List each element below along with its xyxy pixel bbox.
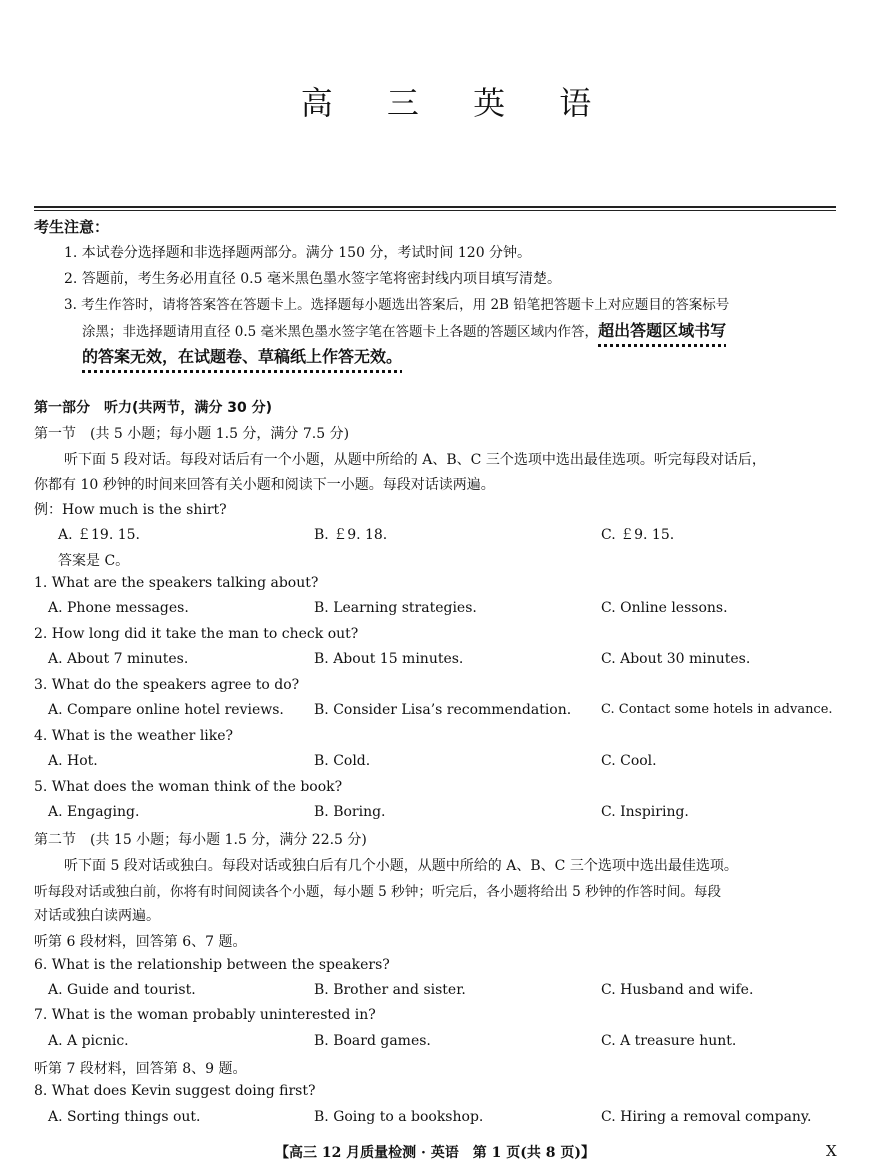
part1-heading: 第一部分 听力(共两节，满分 30 分) xyxy=(34,400,273,416)
question-1-option-a: A. Phone messages. xyxy=(48,600,189,616)
question-1-option-b: B. Learning strategies. xyxy=(314,600,477,616)
question-4-option-c: C. Cool. xyxy=(601,753,657,769)
example-option-b: B. ￡9. 18. xyxy=(314,527,388,543)
question-7-stem: 7. What is the woman probably uninterested in? xyxy=(34,1007,376,1023)
notice-heading: 考生注意： xyxy=(34,218,110,236)
example-answer: 答案是 C。 xyxy=(58,553,130,569)
question-6-option-b: B. Brother and sister. xyxy=(314,982,466,998)
question-3-option-a: A. Compare online hotel reviews. xyxy=(48,702,284,718)
question-3-option-b: B. Consider Lisa’s recommendation. xyxy=(314,702,572,718)
question-8-stem: 8. What does Kevin suggest doing first? xyxy=(34,1083,316,1099)
question-2-option-a: A. About 7 minutes. xyxy=(48,651,189,667)
question-5-option-b: B. Boring. xyxy=(314,804,386,820)
example-option-c: C. ￡9. 15. xyxy=(601,527,675,543)
question-7-option-a: A. A picnic. xyxy=(48,1033,129,1049)
section1-instructions-2: 你都有 10 秒钟的时间来回答有关小题和阅读下一小题。每段对话读两遍。 xyxy=(34,477,495,493)
page-title: 高 三 英 语 xyxy=(300,84,614,122)
section2-instructions-1: 听下面 5 段对话或独白。每段对话或独白后有几个小题，从题中所给的 A、B、C 三个选项中选出最佳选项。 xyxy=(64,858,738,874)
notice-item-3-line-1: 3. 考生作答时，请将答案答在答题卡上。选择题每小题选出答案后，用 2B 铅笔把答题卡上对应题目的答案标号 xyxy=(64,297,730,313)
question-5-option-c: C. Inspiring. xyxy=(601,804,689,820)
question-6-stem: 6. What is the relationship between the speakers? xyxy=(34,957,390,973)
notice-item-1: 1. 本试卷分选择题和非选择题两部分。满分 150 分，考试时间 120 分钟。 xyxy=(64,245,532,261)
question-2-option-b: B. About 15 minutes. xyxy=(314,651,464,667)
question-8-option-a: A. Sorting things out. xyxy=(48,1109,201,1125)
question-2-option-c: C. About 30 minutes. xyxy=(601,651,751,667)
notice-emphasis-1: 超出答题区域书写 xyxy=(598,321,727,340)
section2-heading: 第二节 (共 15 小题；每小题 1.5 分，满分 22.5 分) xyxy=(34,832,367,848)
question-7-option-c: C. A treasure hunt. xyxy=(601,1033,737,1049)
question-1-stem: 1. What are the speakers talking about? xyxy=(34,575,319,591)
notice-emphasis-2: 的答案无效，在试题卷、草稿纸上作答无效。 xyxy=(82,347,403,366)
question-4-stem: 4. What is the weather like? xyxy=(34,728,234,744)
question-3-option-c: C. Contact some hotels in advance. xyxy=(601,702,833,717)
header-rule-thin xyxy=(34,210,836,211)
section1-heading: 第一节 (共 5 小题；每小题 1.5 分，满分 7.5 分) xyxy=(34,426,350,442)
example-option-a: A. ￡19. 15. xyxy=(58,527,140,543)
section2-instructions-3: 对话或独白读两遍。 xyxy=(34,908,160,924)
notice-item-3-line-2 xyxy=(82,318,726,341)
question-3-stem: 3. What do the speakers agree to do? xyxy=(34,677,300,693)
question-4-option-a: A. Hot. xyxy=(48,753,98,769)
question-2-stem: 2. How long did it take the man to check out? xyxy=(34,626,359,642)
question-7-option-b: B. Board games. xyxy=(314,1033,431,1049)
question-8-option-c: C. Hiring a removal company. xyxy=(601,1109,812,1125)
question-4-option-b: B. Cold. xyxy=(314,753,371,769)
question-6-option-a: A. Guide and tourist. xyxy=(48,982,196,998)
material-6-label: 听第 6 段材料，回答第 6、7 题。 xyxy=(34,934,247,950)
question-6-option-c: C. Husband and wife. xyxy=(601,982,754,998)
question-5-option-a: A. Engaging. xyxy=(48,804,140,820)
header-rule-thick xyxy=(34,206,836,208)
notice-item-3-plain: 涂黑；非选择题请用直径 0.5 毫米黑色墨水签字笔在答题卡上各题的答题区域内作答， xyxy=(82,324,599,340)
notice-item-2: 2. 答题前，考生务必用直径 0.5 毫米黑色墨水签字笔将密封线内项目填写清楚。 xyxy=(64,271,561,287)
example-stem: 例：How much is the shirt? xyxy=(34,502,227,518)
question-5-stem: 5. What does the woman think of the book? xyxy=(34,779,343,795)
page-footer: 【高三 12 月质量检测 · 英语 第 1 页(共 8 页)】 xyxy=(274,1145,596,1161)
footer-mark: X xyxy=(826,1142,837,1160)
material-7-label: 听第 7 段材料，回答第 8、9 题。 xyxy=(34,1061,247,1077)
section1-instructions-1: 听下面 5 段对话。每段对话后有一个小题，从题中所给的 A、B、C 三个选项中选出最佳选项。听完每段对话后， xyxy=(64,452,766,468)
question-8-option-b: B. Going to a bookshop. xyxy=(314,1109,484,1125)
question-1-option-c: C. Online lessons. xyxy=(601,600,728,616)
section2-instructions-2: 听每段对话或独白前，你将有时间阅读各个小题，每小题 5 秒钟；听完后，各小题将给出 5 秒钟的作答时间。每段 xyxy=(34,884,722,900)
